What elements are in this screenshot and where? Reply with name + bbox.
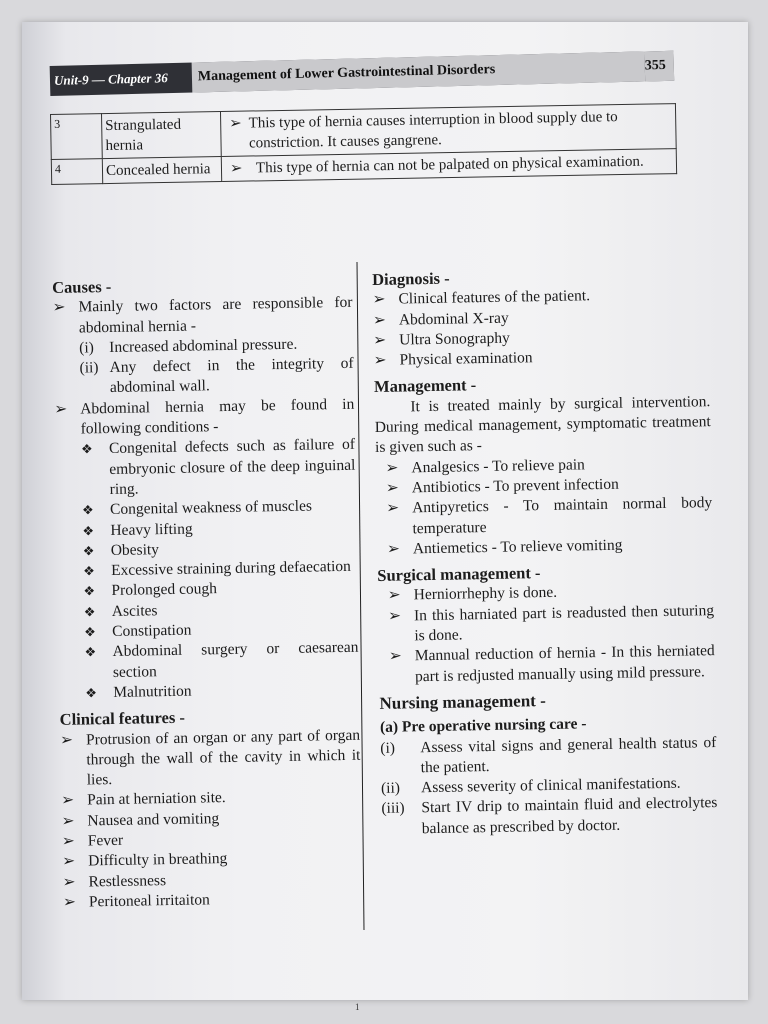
- surgical-management-heading: Surgical management -: [377, 563, 541, 586]
- arrow-bullet-icon: ➢: [385, 459, 399, 477]
- left-column: [52, 273, 363, 913]
- list-item: (iii) Start IV drip to maintain fluid and electrolytes balance as prescribed by doctor.: [381, 794, 718, 837]
- arrow-bullet-icon: ➢: [373, 351, 387, 370]
- list-item: ➢ Restlessness: [62, 867, 362, 893]
- arrow-bullet-icon: ➢: [386, 499, 400, 518]
- list-item: ❖ Obesity: [57, 537, 357, 563]
- list-item: ➢ Pain at herniation site.: [61, 786, 361, 812]
- arrow-bullet-icon: ➢: [229, 160, 243, 177]
- row-number: 3: [51, 114, 103, 160]
- list-item: ❖ Congenital weakness of muscles: [56, 496, 356, 522]
- arrow-bullet-icon: ➢: [60, 792, 75, 810]
- list-item: ➢ Nausea and vomiting: [61, 806, 361, 832]
- list-item: ➢ Antibiotics - To prevent infection: [376, 473, 712, 499]
- list-item: ❖ Abdominal surgery or caesarean section: [58, 638, 359, 684]
- arrow-bullet-icon: ➢: [372, 291, 386, 309]
- pre-operative-subheading: (a) Pre operative nursing care -: [379, 715, 587, 737]
- diamond-bullet-icon: ❖: [80, 441, 93, 457]
- list-item: ❖ Excessive straining during defaecation: [57, 557, 357, 583]
- chapter-title: Management of Lower Gastrointestinal Disorders: [192, 51, 646, 92]
- arrow-bullet-icon: ➢: [52, 299, 66, 317]
- list-item: ➢ Protrusion of an organ or any part of organ through the wall of the cavity in which it lies.: [59, 726, 361, 789]
- arrow-bullet-icon: ➢: [62, 893, 77, 911]
- nursing-management-heading: Nursing management -: [379, 690, 546, 713]
- hernia-type-desc: ➢ This type of hernia can not be palpated on physical examination.: [221, 149, 676, 182]
- diamond-bullet-icon: ❖: [81, 502, 94, 518]
- arrow-bullet-icon: ➢: [373, 331, 387, 349]
- list-item: ❖ Congenital defects such as failure of embryonic closure of the deep inguinal ring.: [55, 435, 356, 501]
- arrow-bullet-icon: ➢: [372, 311, 387, 329]
- arrow-bullet-icon: ➢: [62, 873, 76, 891]
- diamond-bullet-icon: ❖: [84, 624, 96, 640]
- list-item: ❖ Constipation: [58, 618, 358, 644]
- list-item: ➢ Clinical features of the patient.: [372, 284, 708, 310]
- list-item: (i) Increased abdominal pressure.: [79, 335, 298, 357]
- list-item: ❖ Ascites: [58, 597, 358, 623]
- arrow-bullet-icon: ➢: [61, 812, 75, 830]
- management-heading: Management -: [373, 375, 477, 397]
- list-item: ➢ Abdominal hernia may be found in following conditions -: [54, 395, 355, 438]
- hernia-types-table: [50, 103, 677, 185]
- diamond-bullet-icon: ❖: [85, 685, 98, 701]
- list-item: ❖ Prolonged cough: [57, 577, 357, 603]
- diagnosis-heading: Diagnosis -: [372, 268, 450, 289]
- diamond-bullet-icon: ❖: [83, 583, 96, 599]
- list-item: ➢ Mainly two factors are responsible for abdominal hernia -: [52, 294, 353, 337]
- arrow-bullet-icon: ➢: [62, 852, 76, 871]
- list-item: ➢ Mannual reduction of hernia - In this herniated part is redjusted manually using mild pressure.: [388, 642, 715, 685]
- right-column: [372, 264, 718, 840]
- list-item: (i) Assess vital signs and general health status of the patient.: [380, 733, 717, 777]
- unit-chapter-label: Unit-9 — Chapter 36: [53, 70, 168, 88]
- arrow-bullet-icon: ➢: [61, 832, 75, 850]
- clinical-features-heading: Clinical features -: [59, 707, 186, 730]
- list-item: ➢ Herniorrhephy is done.: [378, 581, 714, 607]
- hernia-type-name: Strangulated hernia: [102, 112, 222, 159]
- row-number: 4: [51, 159, 102, 185]
- list-item: ➢ Antiemetics - To relieve vomiting: [377, 534, 713, 560]
- footer-mark: 1: [355, 1002, 360, 1012]
- list-item: ➢ Peritoneal irritaiton: [63, 888, 363, 914]
- list-item: (ii) Any defect in the integrity of abdominal wall.: [79, 354, 354, 397]
- hernia-type-name: Concealed hernia: [102, 157, 221, 184]
- arrow-bullet-icon: ➢: [386, 540, 401, 558]
- list-item: ❖ Heavy lifting: [56, 516, 356, 542]
- list-item: ➢ In this harniated part is readusted then suturing is done.: [387, 601, 715, 645]
- causes-heading: Causes -: [52, 276, 112, 297]
- diamond-bullet-icon: ❖: [82, 563, 95, 579]
- diamond-bullet-icon: ❖: [82, 543, 95, 559]
- page-number: 355: [644, 51, 674, 82]
- arrow-bullet-icon: ➢: [387, 587, 401, 605]
- hernia-type-desc: ➢ This type of hernia causes interruption in blood supply due to constriction. It causes gangrene.: [220, 104, 676, 157]
- list-item: ➢ Antipyretics - To maintain normal body temperature: [386, 494, 713, 537]
- list-item: (ii) Assess severity of clinical manifestations.: [380, 774, 681, 798]
- arrow-bullet-icon: ➢: [387, 607, 402, 625]
- list-item: ➢ Ultra Sonography: [373, 325, 709, 351]
- diamond-bullet-icon: ❖: [84, 644, 97, 660]
- management-intro: It is treated mainly by surgical intervention. During medical management, symptomatic treatment is given such as -: [374, 392, 711, 457]
- list-item: ➢ Analgesics - To relieve pain: [375, 453, 711, 479]
- diamond-bullet-icon: ❖: [83, 604, 96, 620]
- arrow-bullet-icon: ➢: [385, 479, 399, 497]
- list-item: ❖ Malnutrition: [59, 679, 359, 705]
- arrow-bullet-icon: ➢: [54, 400, 68, 418]
- diamond-bullet-icon: ❖: [82, 522, 95, 539]
- arrow-bullet-icon: ➢: [59, 731, 74, 749]
- list-item: ➢ Fever: [62, 827, 362, 853]
- list-item: ➢ Abdominal X-ray: [373, 305, 709, 331]
- arrow-bullet-icon: ➢: [388, 647, 402, 666]
- arrow-bullet-icon: ➢: [229, 115, 242, 132]
- list-item: ➢ Physical examination: [373, 345, 709, 371]
- list-item: ➢ Difficulty in breathing: [62, 847, 362, 873]
